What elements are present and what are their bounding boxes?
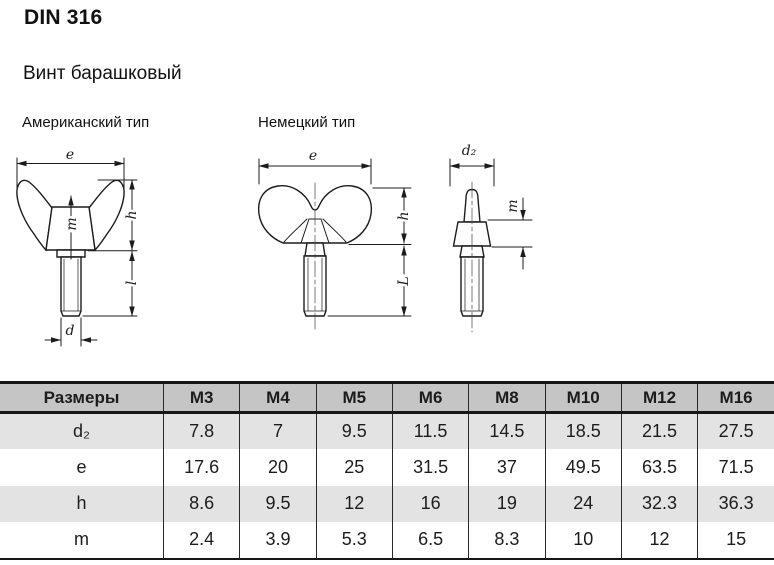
table-row — [0, 449, 774, 486]
dimension-value: 2.4 — [164, 522, 240, 559]
label-american-type: Американский тип — [22, 114, 150, 131]
dimension-value: 12 — [316, 486, 392, 523]
dimension-value: 18.5 — [545, 413, 621, 450]
dimension-value: 49.5 — [545, 449, 621, 486]
dimension-value: 5.3 — [316, 522, 392, 559]
drawing-german-type-front — [259, 159, 411, 332]
dim-label-m-side: m — [505, 199, 521, 213]
dimension-value: 36.3 — [698, 486, 774, 523]
dim-label-l-american: l — [124, 280, 140, 286]
dimension-value: 7.8 — [164, 413, 240, 450]
dimensions-table — [0, 381, 774, 560]
table-header-row — [0, 383, 774, 413]
dim-label-d-american: d — [65, 323, 75, 339]
col-header-m3: M3 — [164, 383, 240, 413]
row-label: e — [76, 456, 87, 477]
drawing-american-type — [17, 158, 137, 346]
dimension-value: 17.6 — [164, 449, 240, 486]
col-header-sizes: Размеры — [0, 383, 164, 413]
table-row — [0, 413, 774, 450]
row-label: h — [76, 493, 87, 514]
col-header-m8: M8 — [469, 383, 545, 413]
dim-label-e-german: e — [308, 148, 318, 164]
dimension-value: 9.5 — [316, 413, 392, 450]
dimension-value: 20 — [240, 449, 316, 486]
dimension-value: 24 — [545, 486, 621, 523]
technical-drawing — [0, 140, 774, 380]
page-title: DIN 316 — [24, 6, 103, 29]
dim-label-h-american: h — [124, 210, 140, 220]
dimension-value: 8.3 — [469, 522, 545, 559]
dimension-value: 25 — [316, 449, 392, 486]
dimension-value: 10 — [545, 522, 621, 559]
row-label: m — [74, 529, 89, 550]
dimension-value: 21.5 — [621, 413, 697, 450]
col-header-m16: M16 — [698, 383, 774, 413]
dimension-value: 27.5 — [698, 413, 774, 450]
dimension-value: 31.5 — [392, 449, 468, 486]
dimension-value: 37 — [469, 449, 545, 486]
american-left-wing — [17, 180, 52, 250]
dimension-value: 6.5 — [392, 522, 468, 559]
dimension-value: 7 — [240, 413, 316, 450]
dim-label-m-american: m — [64, 217, 80, 231]
col-header-m6: M6 — [392, 383, 468, 413]
dim-label-e-american: e — [65, 147, 75, 163]
dim-label-L-german: L — [396, 276, 412, 286]
table-row — [0, 522, 774, 559]
dimension-value: 8.6 — [164, 486, 240, 523]
col-header-m4: M4 — [240, 383, 316, 413]
table-row — [0, 486, 774, 523]
dimension-value: 9.5 — [240, 486, 316, 523]
drawing-german-type-side — [450, 159, 532, 332]
dimension-value: 14.5 — [469, 413, 545, 450]
dimension-value: 63.5 — [621, 449, 697, 486]
col-header-m12: M12 — [621, 383, 697, 413]
dimension-value: 12 — [621, 522, 697, 559]
dimension-value: 3.9 — [240, 522, 316, 559]
dimension-value: 16 — [392, 486, 468, 523]
dimension-value: 19 — [469, 486, 545, 523]
dim-label-d2-side: d₂ — [461, 143, 477, 159]
american-right-wing — [89, 180, 124, 250]
dimension-value: 71.5 — [698, 449, 774, 486]
dimension-value: 15 — [698, 522, 774, 559]
dimension-value: 11.5 — [392, 413, 468, 450]
row-label: d₂ — [73, 421, 90, 441]
dim-label-h-german: h — [396, 211, 412, 221]
col-header-m5: M5 — [316, 383, 392, 413]
dimension-value: 32.3 — [621, 486, 697, 523]
col-header-m10: M10 — [545, 383, 621, 413]
page-subtitle: Винт барашковый — [23, 63, 182, 84]
label-german-type: Немецкий тип — [258, 114, 356, 131]
